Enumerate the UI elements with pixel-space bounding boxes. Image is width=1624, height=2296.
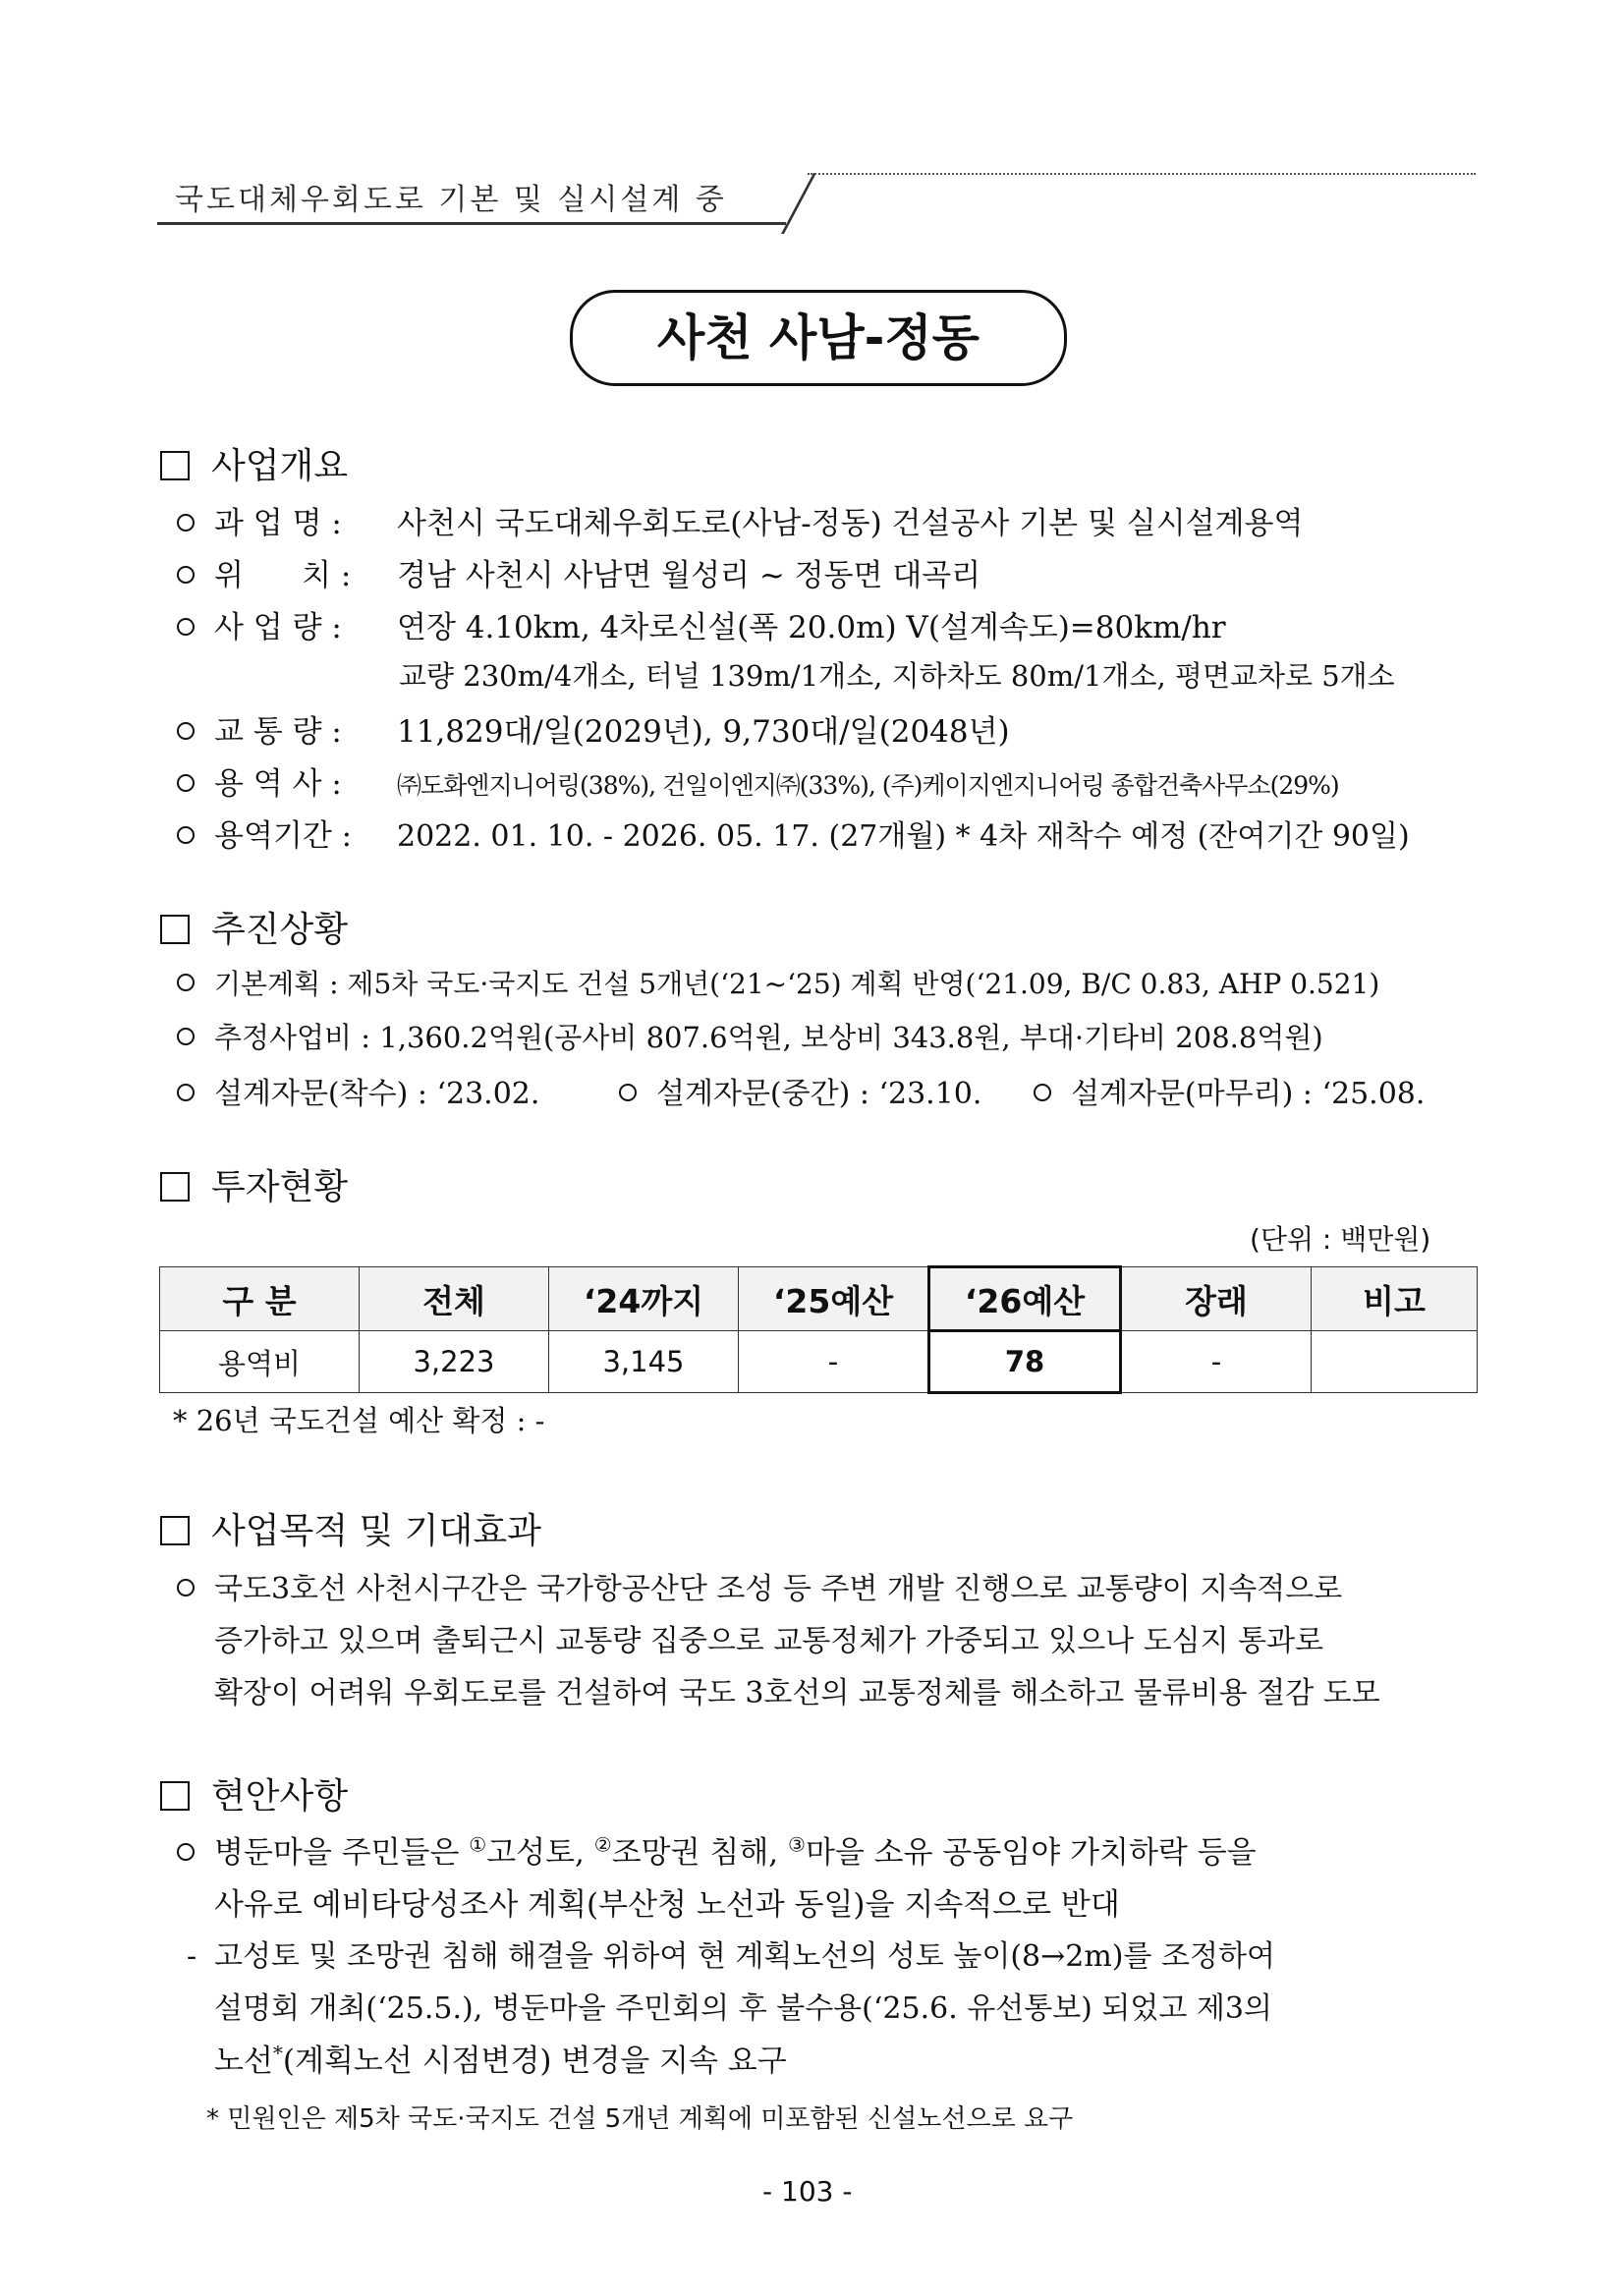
issues-line-2: 사유로 예비타당성조사 계획(부산청 노선과 동일)을 지속적으로 반대 [214, 1887, 1120, 1923]
investment-note: * 26년 국도건설 예산 확정 : - [173, 1404, 545, 1437]
overview-scale-row: 사 업 량 : 연장 4.10km, 4차로신설(폭 20.0m) V(설계속도)=80km/hr [177, 602, 1226, 646]
progress-consult-end: 설계자문(마무리) : ‘25.08. [1034, 1069, 1425, 1112]
overview-traffic-row: 교 통 량 : 11,829대/일(2029년), 9,730대/일(2048년) [177, 706, 1010, 751]
circle-bullet-icon [1034, 1084, 1051, 1101]
investment-table [159, 1265, 1478, 1394]
circle-bullet-icon [177, 618, 195, 636]
col-header-highlight: ‘26예산 [929, 1267, 1121, 1331]
checkbox-square-icon [160, 1516, 190, 1545]
circle-bullet-icon [177, 1028, 195, 1045]
checkbox-square-icon [160, 1172, 190, 1202]
checkbox-square-icon [160, 915, 190, 944]
purpose-line-1: 국도3호선 사천시구간은 국가항공산단 조성 등 주변 개발 진행으로 교통량이 지속적으로 [177, 1564, 1342, 1607]
progress-plan-row: 기본계획 : 제5차 국도·국지도 건설 5개년(‘21~‘25) 계획 반영(‘21.09, B/C 0.83, AHP 0.521) [177, 963, 1379, 1002]
circle-bullet-icon [177, 826, 195, 844]
circle-bullet-icon [177, 722, 195, 740]
checkbox-square-icon [160, 1781, 190, 1811]
table-cell: 3,145 [549, 1331, 739, 1393]
table-cell [1312, 1331, 1478, 1393]
progress-consult-mid: 설계자문(중간) : ‘23.10. [619, 1069, 981, 1112]
col-header: 전체 [360, 1267, 549, 1331]
table-cell: 용역비 [160, 1331, 360, 1393]
purpose-line-3: 확장이 어려워 우회도로를 건설하여 국도 3호선의 교통정체를 해소하고 물류비용 절감 도모 [214, 1676, 1380, 1710]
col-header: 구 분 [160, 1267, 360, 1331]
section-heading-issues: 현안사항 [160, 1768, 348, 1819]
section-heading-progress: 추진상황 [160, 902, 348, 952]
circle-bullet-icon [177, 974, 195, 991]
issues-line-1: 병둔마을 주민들은 ①고성토, ②조망권 침해, ③마을 소유 공동임야 가치하락 등을 [177, 1827, 1257, 1872]
purpose-line-2: 증가하고 있으며 출퇴근시 교통량 집중으로 교통정체가 가중되고 있으나 도심지 통과로 [214, 1624, 1324, 1658]
overview-location-row: 위 치 : 경남 사천시 사남면 월성리 ~ 정동면 대곡리 [177, 550, 980, 594]
issues-line-4: 설명회 개최(‘25.5.), 병둔마을 주민회의 후 불수용(‘25.6. 유선통보) 되었고 제3의 [214, 1991, 1272, 2026]
header-dotted-rule [808, 173, 1476, 175]
table-unit-label: (단위 : 백만원) [1250, 1223, 1431, 1256]
header-underline [157, 222, 786, 225]
col-header: 비고 [1312, 1267, 1478, 1331]
section-heading-purpose: 사업목적 및 기대효과 [160, 1503, 541, 1553]
table-row [160, 1331, 1478, 1393]
col-header: 장래 [1121, 1267, 1312, 1331]
table-header-row [160, 1267, 1478, 1331]
overview-name-row: 과 업 명 : 사천시 국도대체우회도로(사남-정동) 건설공사 기본 및 실시설계용역 [177, 498, 1303, 542]
circle-bullet-icon [177, 1084, 195, 1101]
progress-consult-start: 설계자문(착수) : ‘23.02. [177, 1069, 539, 1112]
checkbox-square-icon [160, 451, 190, 480]
overview-period-row: 용역기간 : 2022. 01. 10. - 2026. 05. 17. (27개월) * 4차 재착수 예정 (잔여기간 90일) [177, 811, 1410, 855]
circle-bullet-icon [177, 1843, 195, 1861]
running-header: 국도대체우회도로 기본 및 실시설계 중 [175, 183, 727, 217]
circle-bullet-icon [177, 1579, 195, 1596]
circle-bullet-icon [177, 566, 195, 584]
page-number: - 103 - [762, 2175, 853, 2208]
col-header: ‘24까지 [549, 1267, 739, 1331]
issues-line-5: 노선*(계획노선 시점변경) 변경을 지속 요구 [214, 2041, 787, 2079]
circle-bullet-icon [177, 774, 195, 792]
table-cell: 3,223 [360, 1331, 549, 1393]
col-header: ‘25예산 [739, 1267, 929, 1331]
issues-note: * 민원인은 제5차 국도·국지도 건설 5개년 계획에 미포함된 신설노선으로 요구 [206, 2104, 1074, 2134]
page-title: 사천 사남-정동 [570, 290, 1067, 386]
table-cell: - [1121, 1331, 1312, 1393]
header-slash [781, 173, 816, 234]
section-heading-investment: 투자현황 [160, 1159, 348, 1209]
table-cell: - [739, 1331, 929, 1393]
section-heading-overview: 사업개요 [160, 438, 348, 488]
progress-cost-row: 추정사업비 : 1,360.2억원(공사비 807.6억원, 보상비 343.8원, 부대·기타비 208.8억원) [177, 1016, 1323, 1056]
issues-line-3: - 고성토 및 조망권 침해 해결을 위하여 현 계획노선의 성토 높이(8→2m)를 조정하여 [187, 1939, 1275, 1974]
circle-bullet-icon [177, 514, 195, 532]
circle-bullet-icon [619, 1084, 637, 1101]
overview-scale-detail: 교량 230m/4개소, 터널 139m/1개소, 지하차도 80m/1개소, 평면교차로 5개소 [399, 659, 1395, 693]
table-cell-highlight: 78 [929, 1331, 1121, 1393]
overview-firm-row: 용 역 사 : ㈜도화엔지니어링(38%), 건일이엔지㈜(33%), (주)케이지엔지니어링 종합건축사무소(29%) [177, 758, 1339, 803]
